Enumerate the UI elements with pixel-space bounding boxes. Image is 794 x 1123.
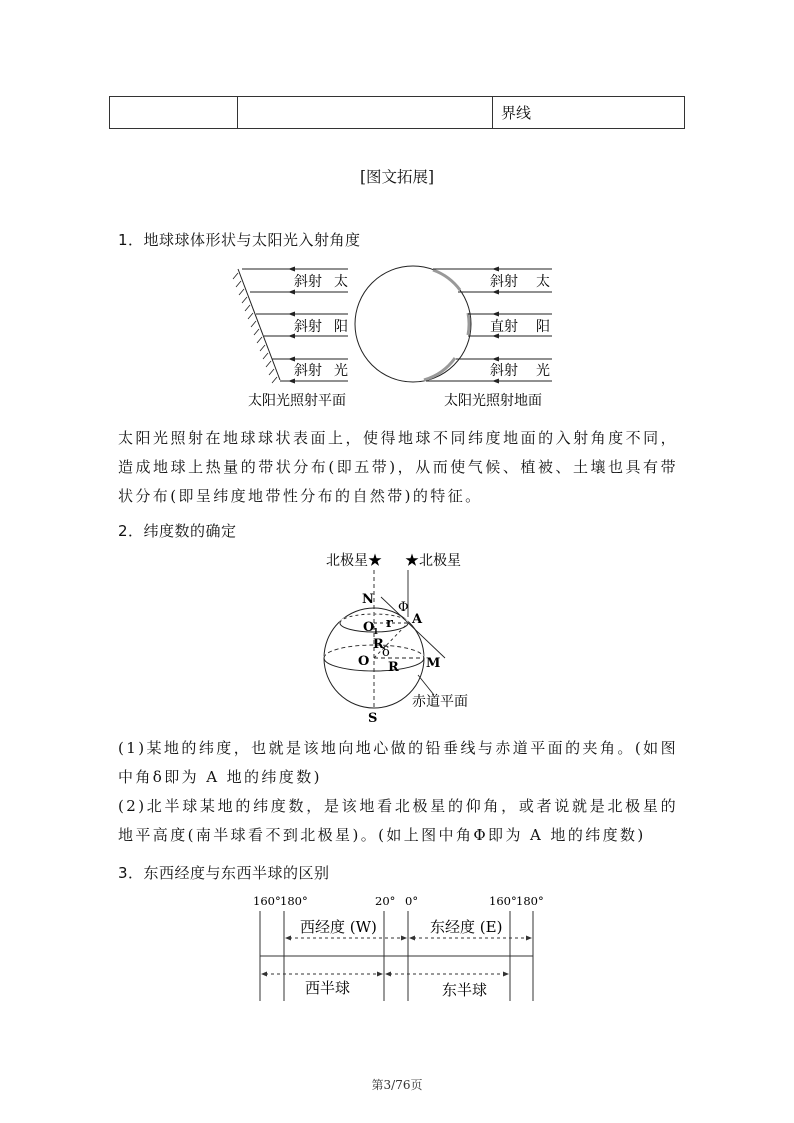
section-title: [图文拓展] <box>359 168 435 186</box>
figure-sun-incidence <box>230 255 570 415</box>
label-delta: δ <box>382 645 390 660</box>
heading-longitude: 3．东西经度与东西半球的区别 <box>118 864 330 882</box>
left-label-3: 斜射 <box>294 363 322 379</box>
figure-longitude-hemisphere <box>245 885 555 1010</box>
label-phi: Φ <box>398 600 409 615</box>
label-m: M <box>426 656 441 671</box>
paragraph-latitude-1 <box>118 734 678 792</box>
right-label-2: 直射 <box>490 319 518 335</box>
table-row <box>110 97 685 129</box>
polaris-right-label: ★北极星 <box>405 553 461 569</box>
west-hemisphere-label: 西半球 <box>305 979 351 997</box>
left-label-1: 斜射 <box>294 274 322 290</box>
heading-latitude: 2．纬度数的确定 <box>118 522 237 540</box>
paragraph-text: 太阳光照射在地球球状表面上，使得地球不同纬度地面的入射角度不同，造成地球上热量的带状分布(即五带)，从而使气候、植被、土壤也具有带状分布(即呈纬度地带性分布的自然带)的特征。 <box>118 429 678 505</box>
tick-20w: 20° <box>375 894 396 908</box>
paragraph-text: (2)北半球某地的纬度数，是该地看北极星的仰角，或者说就是北极星的地平高度(南半球看不到北极星)。(如上图中角Φ即为 A 地的纬度数) <box>118 797 678 844</box>
heading-earth-shape: 1．地球球体形状与太阳光入射角度 <box>118 231 361 249</box>
tick-180: 180° <box>280 894 308 908</box>
left-caption: 太阳光照射平面 <box>248 393 346 409</box>
label-r-upper: R <box>373 637 384 652</box>
tick-160w: 160° <box>253 894 281 908</box>
label-o1-subscript: 1 <box>373 626 379 636</box>
right-label-3: 斜射 <box>490 363 518 379</box>
paragraph-earth-shape <box>118 424 678 511</box>
left-label-2: 斜射 <box>294 319 322 335</box>
label-s: S <box>368 711 378 725</box>
label-o1: O <box>363 620 375 635</box>
east-longitude-label: 东经度 (E) <box>430 918 503 936</box>
right-char-1: 太 <box>536 274 550 290</box>
page-number: 第3/76页 <box>371 1078 423 1092</box>
label-a: A <box>412 612 423 627</box>
paragraph-latitude-2 <box>118 792 678 850</box>
tick-180e: 180° <box>516 894 544 908</box>
table-cell: 界线 <box>493 97 685 129</box>
figure-latitude-globe <box>310 545 490 725</box>
right-char-2: 阳 <box>536 319 550 335</box>
left-char-3: 光 <box>334 363 348 379</box>
top-table <box>109 96 685 129</box>
table-cell <box>238 97 493 129</box>
label-n: N <box>362 592 374 607</box>
right-caption: 太阳光照射地面 <box>444 393 542 409</box>
tick-0: 0° <box>405 894 419 908</box>
label-r-small: r <box>386 616 393 631</box>
right-char-3: 光 <box>536 363 550 379</box>
left-char-2: 阳 <box>334 319 348 335</box>
label-r-lower: R <box>388 660 399 675</box>
right-label-1: 斜射 <box>490 274 518 290</box>
west-longitude-label: 西经度 (W) <box>300 918 377 936</box>
left-char-1: 太 <box>334 274 348 290</box>
tick-160e: 160° <box>489 894 517 908</box>
equator-caption: 赤道平面 <box>412 694 468 710</box>
polaris-left-label: 北极星★ <box>326 553 382 569</box>
east-hemisphere-label: 东半球 <box>442 981 488 999</box>
paragraph-text: (1)某地的纬度，也就是该地向地心做的铅垂线与赤道平面的夹角。(如图中角δ即为 A 地的纬度数) <box>118 739 678 786</box>
label-o: O <box>358 654 370 669</box>
table-cell <box>110 97 238 129</box>
